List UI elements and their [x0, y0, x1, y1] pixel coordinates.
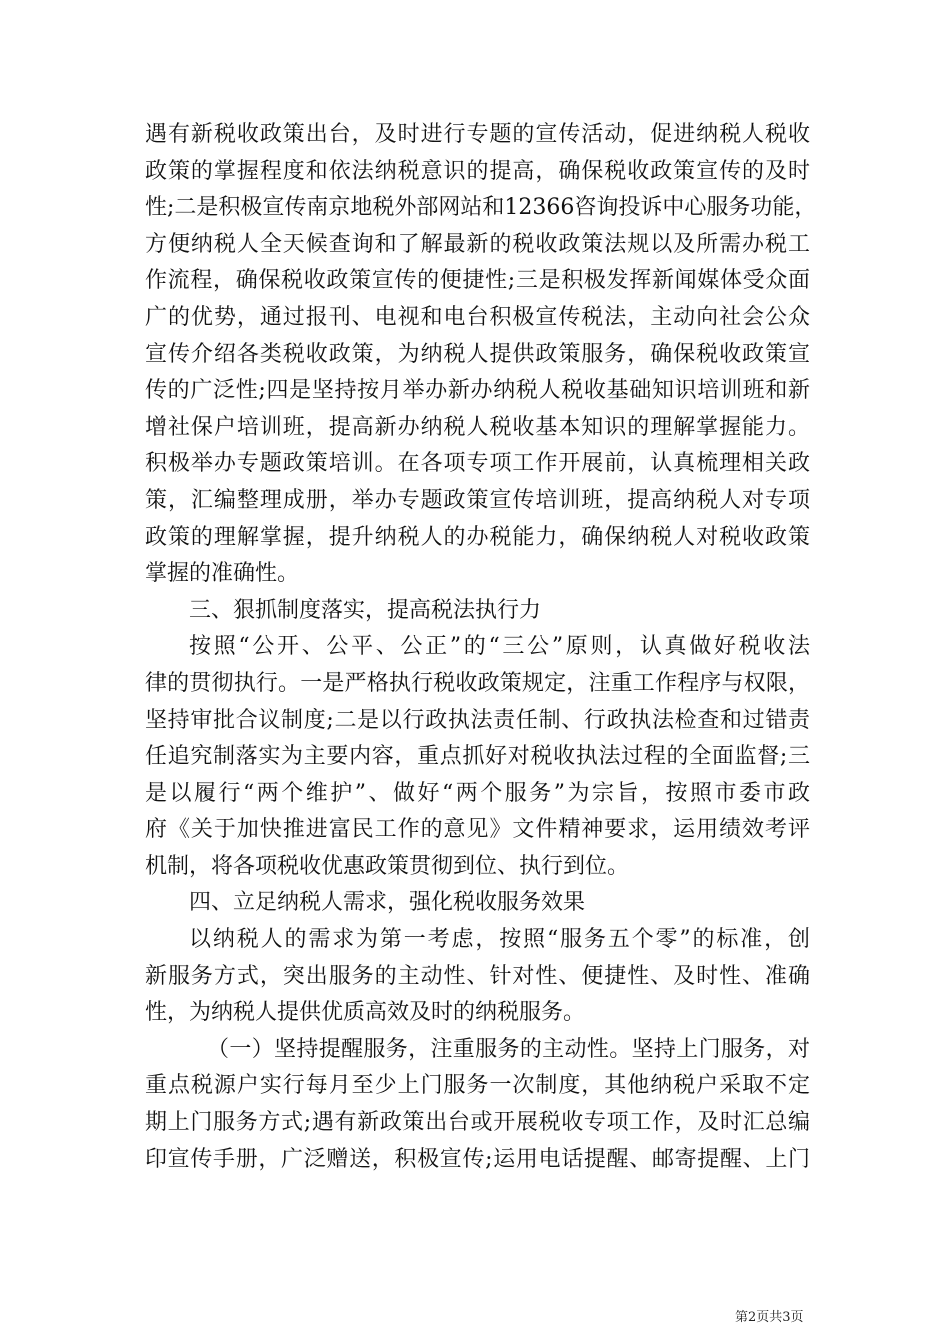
text-line: 政策的掌握程度和依法纳税意识的提高，确保税收政策宣传的及时	[145, 158, 810, 184]
text-line: 期上门服务方式;遇有新政策出台或开展税收专项工作，及时汇总编	[145, 1110, 810, 1136]
text-line: 机制，将各项税收优惠政策贯彻到位、执行到位。	[145, 853, 630, 879]
text-line: 府《关于加快推进富民工作的意见》文件精神要求，运用绩效考评	[145, 817, 810, 843]
text-line: 策，汇编整理成册，举办专题政策宣传培训班，提高纳税人对专项	[145, 487, 810, 513]
paragraph-2	[145, 629, 810, 885]
text-line: 律的贯彻执行。一是严格执行税收政策规定，注重工作程序与权限，	[145, 670, 810, 696]
paragraph-4	[145, 1032, 810, 1178]
document-body	[145, 117, 817, 1178]
text-line: 重点税源户实行每月至少上门服务一次制度，其他纳税户采取不定	[145, 1073, 810, 1099]
text-line: 宣传介绍各类税收政策，为纳税人提供政策服务，确保税收政策宣	[145, 341, 810, 367]
text-line: 广的优势，通过报刊、电视和电台积极宣传税法，主动向社会公众	[145, 304, 810, 330]
text-line: 以纳税人的需求为第一考虑，按照“服务五个零”的标准，创	[189, 927, 810, 953]
page-number-footer: 第2页共3页	[735, 1310, 804, 1325]
text-line: 传的广泛性;四是坚持按月举办新办纳税人税收基础知识培训班和新	[145, 378, 810, 404]
paragraph-1	[145, 117, 817, 593]
text-line: 增社保户培训班，提高新办纳税人税收基本知识的理解掌握能力。	[145, 414, 810, 440]
text-line: 是以履行“两个维护”、做好“两个服务”为宗旨，按照市委市政	[145, 780, 810, 806]
text-line: 新服务方式，突出服务的主动性、针对性、便捷性、及时性、准确	[145, 963, 810, 989]
text-line: 作流程，确保税收政策宣传的便捷性;三是积极发挥新闻媒体受众面	[145, 268, 810, 294]
text-line: 任追究制落实为主要内容，重点抓好对税收执法过程的全面监督;三	[145, 744, 810, 770]
text-line: 按照“公开、公平、公正”的“三公”原则，认真做好税收法	[189, 634, 810, 660]
text-line: 积极举办专题政策培训。在各项专项工作开展前，认真梳理相关政	[145, 451, 810, 477]
text-line: 遇有新税收政策出台，及时进行专题的宣传活动，促进纳税人税收	[145, 122, 810, 147]
text-line: （一）坚持提醒服务，注重服务的主动性。坚持上门服务，对	[207, 1036, 810, 1062]
section-heading-3: 三、狠抓制度落实，提高税法执行力	[189, 597, 542, 623]
text-line: 政策的理解掌握，提升纳税人的办税能力，确保纳税人对税收政策	[145, 524, 810, 550]
text-line: 掌握的准确性。	[145, 561, 300, 587]
text-line: 性，为纳税人提供优质高效及时的纳税服务。	[145, 1000, 586, 1026]
text-line: 坚持审批合议制度;二是以行政执法责任制、行政执法检查和过错责	[145, 707, 810, 733]
text-line: 性;二是积极宣传南京地税外部网站和12366咨询投诉中心服务功能，	[145, 195, 817, 221]
text-line: 方便纳税人全天候查询和了解最新的税收政策法规以及所需办税工	[145, 231, 810, 257]
paragraph-3	[145, 922, 810, 1032]
text-line: 印宣传手册，广泛赠送，积极宣传;运用电话提醒、邮寄提醒、上门	[145, 1146, 810, 1172]
section-heading-4: 四、立足纳税人需求，强化税收服务效果	[189, 890, 586, 916]
